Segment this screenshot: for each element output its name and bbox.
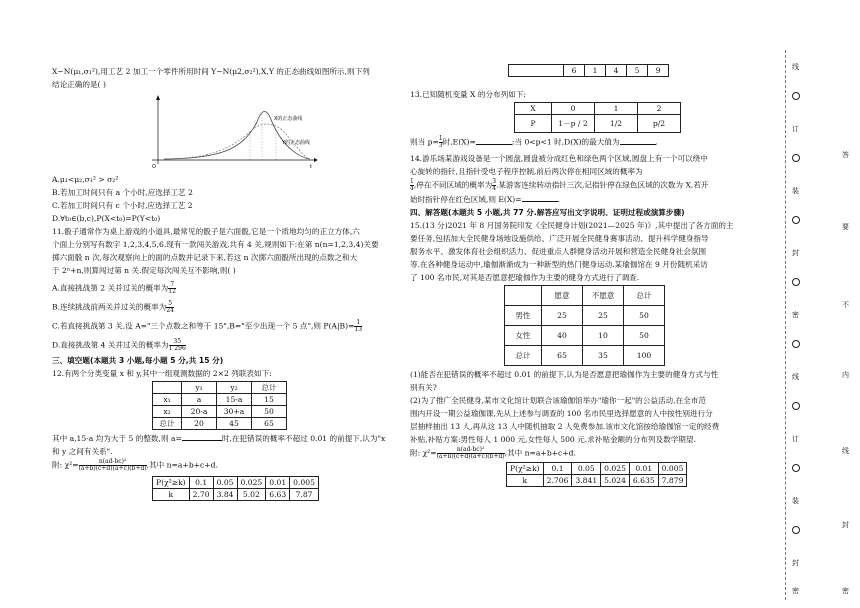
rail-label: 订 bbox=[792, 435, 799, 443]
rail-circle bbox=[792, 464, 800, 472]
rail-label: 线 bbox=[792, 373, 799, 381]
q12-answer-blank[interactable] bbox=[182, 440, 222, 441]
q12-contingency-table: y₁ y₂ 总计 x₁ a 15-a 15 x₂ 20-a 30+a 50 总计 20 45 65 bbox=[152, 381, 287, 430]
q14-line2: 心旋转的指针,且指针受电子程序控制,前后两次停在相同区域的概率为 bbox=[410, 167, 643, 176]
q15-part1-line1: (1)能否在犯错误的概率不超过 0.01 的前提下,认为是否愿意把瑜伽作为主要的健身方式与性 bbox=[410, 370, 719, 379]
normal-curve-graph bbox=[52, 92, 404, 172]
q15-part2-line1: (2)为了推广全民健身,某市文化馆计划联合该瑜伽馆举办"瑜你一起"的公益活动,在全市范 bbox=[410, 396, 706, 405]
q10-option-a: A.μ₁<μ₂,σ₁² > σ₂² bbox=[52, 175, 119, 184]
q11-line4: 于 2ⁿ+n,则算闯过第 n 关.假定每次闯关互不影响,则( ) bbox=[52, 266, 236, 275]
q15-line3: 服务水平、激发体育社会组织活力、促进重点人群健身活动开展和营造全民健身社会氛围 bbox=[410, 247, 707, 256]
rail-circle bbox=[792, 402, 800, 410]
rail-circle bbox=[792, 92, 800, 100]
q11-option-c: C.若直接挑战第 3 关,设 A="三个点数之和等于 15",B="至少出现一个 5 点",则 P(A|B)= $\frac{1}{13}$ bbox=[52, 319, 363, 333]
rail-outer-label: 封 bbox=[842, 521, 849, 529]
q13-blank-2[interactable] bbox=[620, 144, 656, 145]
q14-line4: 始时指针停在红色区域,则 E(X)= . bbox=[410, 195, 561, 204]
rail-outer-label: 内 bbox=[842, 371, 849, 379]
q15-line1: 15.(13 分)2021 年 8 月国务院印发《全民健身计划(2021—2025 年)》,其中提出了各方面的主 bbox=[410, 221, 734, 230]
q10-option-d: D.∀t₀∈(b,c),P(X<t₀)=P(Y<t₀) bbox=[52, 214, 161, 223]
graph-label-x: X的正态曲线 bbox=[274, 116, 303, 122]
q11-line2: 个面上分别写有数字 1,2,3,4,5,6.现有一款闯关游戏,共有 4 关,规则如下:在第 n(n=1,2,3,4)关要 bbox=[52, 240, 379, 249]
left-column bbox=[52, 66, 404, 501]
rail-circle bbox=[792, 340, 800, 348]
q12-line2: 其中 a,15-a 均为大于 5 的整数,则 a= 时,在犯错误的概率不超过 0.01 的前提下,认为"x bbox=[52, 434, 386, 443]
top-fragment-table: 6 1 4 5 9 bbox=[508, 64, 669, 77]
q15-survey-table: 愿意 不愿意 总计 男性 25 25 50 女性 40 10 50 总计 65 35 100 bbox=[504, 285, 665, 366]
rail-label: 封 bbox=[792, 559, 799, 567]
q10-intro-line1: X~N(μ₁,σ₁²),用工艺 2 加工一个零件所用时间 Y~N(μ2,σ₂²),X,Y 的正态曲线如图所示,则下列 bbox=[52, 67, 370, 76]
q13-line1: 13.已知随机变量 X 的分布列如下: bbox=[410, 90, 526, 99]
rail-label: 线 bbox=[792, 63, 799, 71]
rail-label: 装 bbox=[792, 187, 799, 195]
rail-circle bbox=[792, 278, 800, 286]
q15-part2-line4: 补贴,补贴方案:男性每人 1 000 元,女性每人 500 元.求补贴金额的分布列及数学期望. bbox=[410, 435, 696, 444]
q15-line2: 要任务,包括加大全民健身场地设施供给、广泛开展全民健身赛事活动、提升科学健身指导 bbox=[410, 234, 709, 243]
rail-circle bbox=[792, 154, 800, 162]
rail-outer-label: 答 bbox=[842, 151, 849, 159]
rail-label: 封 bbox=[792, 249, 799, 257]
q12-formula: 附: χ²= $\frac{\text{n(ad-bc)²}}{(a+b)(c+d)(a+c)(b+d)}$ ,其中 n=a+b+c+d. bbox=[52, 458, 218, 472]
rail-circle bbox=[792, 526, 800, 534]
rail-circle bbox=[792, 216, 800, 224]
q10-option-c: C.若加工时间只有 c 个小时,应选择工艺 2 bbox=[52, 201, 193, 210]
rail-label: 密 bbox=[792, 311, 799, 319]
q14-line1: 14.游乐场某游戏设备是一个圆盘,圆盘被分成红色和绿色两个区域,圆盘上有一个可以绕中 bbox=[410, 154, 708, 163]
q12-line1: 12.有两个分类变量 x 和 y,其中一组观测数据的 2×2 列联表如下: bbox=[52, 369, 272, 378]
q15-line5: 了 100 名市民,对其是否愿意把瑜伽作为主要的健身方式进行了调查. bbox=[410, 273, 640, 282]
q13-line2: 则当 p= $\frac{1}{3}$ 时,E(X)= ;当 0<p<1 时,D(X)的最大值为 . bbox=[410, 135, 658, 149]
graph-axis-o: O bbox=[152, 164, 156, 170]
q11-line1: 11.骰子通常作为桌上游戏的小道具,最常见的骰子是六面骰,它是一个质地均匀的正立方体,六 bbox=[52, 227, 360, 236]
rail-outer-label: 密 bbox=[842, 587, 849, 595]
graph-label-y: Y的正态曲线 bbox=[282, 140, 311, 146]
q15-line4: 等.在各种健身运动中,瑜伽渐渐成为一种新型的热门健身运动.某瑜伽馆在 9 月份随机采访 bbox=[410, 260, 708, 269]
graph-axis-t: t bbox=[310, 164, 312, 170]
q11-option-a: A.直接挑战第 2 关并过关的概率为 $\frac{7}{12}$ bbox=[52, 281, 176, 295]
q11-line3: 掷六面骰 n 次,每次观察向上的面的点数并记录下来,若这 n 次掷六面骰所出现的点数之和大 bbox=[52, 253, 358, 262]
q11-option-d: D.直接挑战第 4 关并过关的概率为 $\frac{35}{1 296}$ bbox=[52, 338, 186, 352]
rail-outer-label: 线 bbox=[842, 447, 849, 455]
rail-label: 订 bbox=[792, 125, 799, 133]
section-4-title: 四、解答题(本题共 5 小题,共 77 分.解答应写出文字说明、证明过程或演算步骤) bbox=[410, 208, 685, 217]
binding-dashed-line bbox=[785, 50, 786, 600]
rail-outer-label: 要 bbox=[842, 223, 849, 231]
section-3-title: 三、填空题(本题共 3 小题,每小题 5 分,共 15 分) bbox=[52, 356, 224, 365]
q15-part2-line2: 围内开设一期公益瑜伽课,先从上述参与调查的 100 名市民里选择愿意的人中按性别进行分 bbox=[410, 409, 713, 418]
q13-distribution-table: X 0 1 2 P 1－p / 2 1/2 p/2 bbox=[514, 102, 681, 133]
q14-line3: $\frac{1}{4}$ ,停在不同区域的概率为 $\frac{3}{4}$ .某游客连续转动指针三次,记指针停在绿色区域的次数为 X,若开 bbox=[410, 178, 709, 192]
q10-intro-line2: 结论正确的是( ) bbox=[52, 80, 106, 89]
rail-label: 密 bbox=[792, 587, 799, 595]
q11-option-b: B.连续挑战前两关并过关的概率为 $\frac{5}{24}$ bbox=[52, 300, 174, 314]
q15-part2-line3: 层抽样抽出 13 人,再从这 13 人中随机抽取 2 人免费参加.该市文化馆按给瑜伽馆一定的经费 bbox=[410, 422, 720, 431]
q15-part1-line2: 别有关? bbox=[410, 383, 437, 392]
q10-option-b: B.若加工时间只有 a 个小时,应选择工艺 2 bbox=[52, 188, 193, 197]
rail-outer-label: 不 bbox=[842, 301, 849, 309]
q12-line3: 和 y 之间有关系". bbox=[52, 447, 113, 456]
rail-label: 装 bbox=[792, 497, 799, 505]
q13-blank-1[interactable] bbox=[476, 144, 512, 145]
q15-critical-value-table: P(χ²≥k) 0.1 0.05 0.025 0.01 0.005 k 2.706 3.841 5.024 6.635 7.879 bbox=[506, 462, 687, 487]
q12-critical-value-table: P(χ²≥k) 0.1 0.05 0.025 0.01 0.005 k 2.70 3.84 5.02 6.63 7.87 bbox=[152, 476, 319, 501]
right-column bbox=[410, 64, 762, 487]
binding-margin bbox=[760, 0, 860, 608]
q14-answer-blank[interactable] bbox=[522, 201, 558, 202]
q15-formula: 附: χ²= $\frac{\text{n(ad-bc)²}}{(a+b)(c+d)(a+c)(b+d)}$ ,其中 n=a+b+c+d. bbox=[410, 446, 576, 460]
